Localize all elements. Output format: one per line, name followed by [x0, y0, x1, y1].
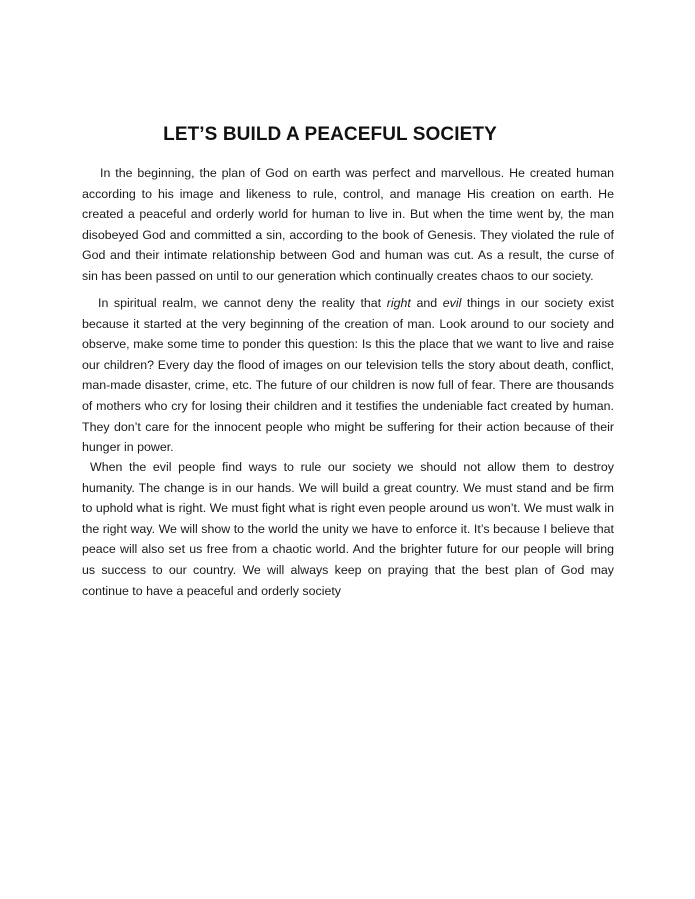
- paragraph-3: When the evil people find ways to rule our society we should not allow them to destroy humanity. The change is in our hands. We will build a great country. We must stand and be firm to uphold what is right. We must fight what is right even people around us won’t. We must walk in the right way. We will show to the world the unity we have to enforce it. It’s because I believe that peace will also set us free from a chaotic world. And the brighter future for our people will bring us success to our country. We will always keep on praying that the best plan of God may continue to have a peaceful and orderly society: [82, 460, 614, 598]
- document-title: LET’S BUILD A PEACEFUL SOCIETY: [163, 124, 497, 145]
- paragraph-1: In the beginning, the plan of God on earth was perfect and marvellous. He created human according to his image and likeness to rule, control, and manage His creation on earth. He created a peaceful and orderly world for human to live in. But when the time went by, the man disobeyed God and committed a sin, according to the book of Genesis. They violated the rule of God and their intimate relationship between God and human was cut. As a result, the curse of sin has been passed on until to our generation which continually creates chaos to our society.: [82, 166, 614, 283]
- emphasis-right: right: [386, 296, 411, 310]
- emphasis-evil: evil: [442, 296, 462, 310]
- paragraph-2: [82, 293, 614, 458]
- paragraph-2-text-c: things in our society exist because it started at the very beginning of the creation of man. Look around to our society and observe, make some time to ponder this question: Is this the place that we want to live and raise our children? Every day the flood of images on our television tells the story about death, conflict, man-made disaster, crime, etc. The future of our children is now full of fear. There are thousands of mothers who cry for losing their children and it testifies the undeniable fact created by human. They don’t care for the innocent people who might be suffering for their action because of their hunger in power.: [82, 296, 614, 455]
- paragraph-2-text-a: In spiritual realm, we cannot deny the reality that: [98, 296, 387, 310]
- paragraph-2-text-b: and: [410, 296, 443, 310]
